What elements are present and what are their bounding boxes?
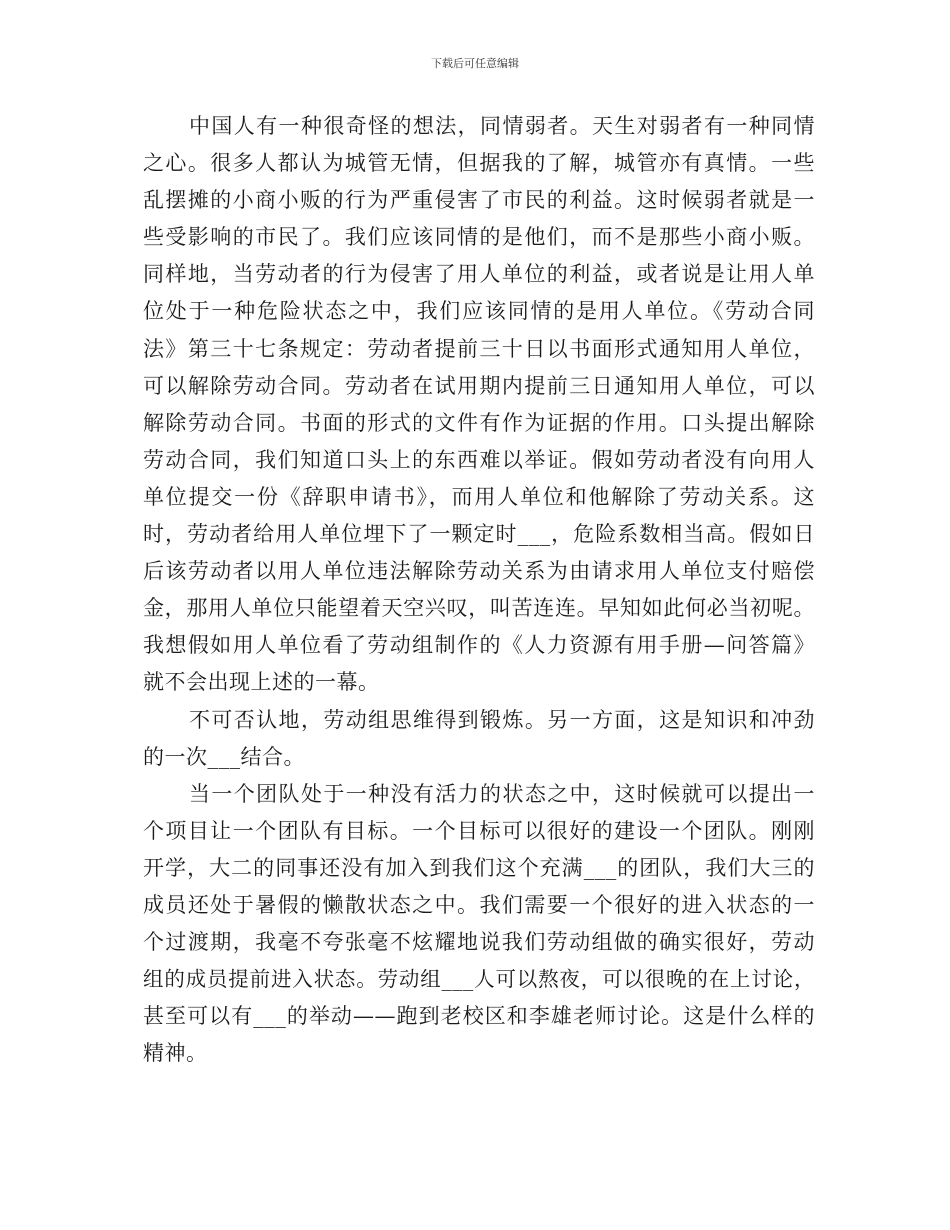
text-line: 就不会出现上述的一幕。 — [143, 670, 380, 695]
text-line: 单位提交一份《辞职申请书》，而用人单位和他解除了劳动关系。这 — [143, 484, 815, 509]
paragraph — [143, 108, 815, 702]
page-header: 下载后可任意编辑 — [431, 57, 519, 70]
text-line: 些受影响的市民了。我们应该同情的是他们，而不是那些小商小贩。 — [143, 225, 815, 250]
text-line: 之心。很多人都认为城管无情，但据我的了解，城管亦有真情。一些 — [143, 151, 815, 176]
paragraph — [143, 776, 815, 1073]
text-line: 解除劳动合同。书面的形式的文件有作为证据的作用。口头提出解除 — [143, 410, 815, 435]
text-line: 开学，大二的同事还没有加入到我们这个充满___的团队，我们大三的 — [143, 855, 815, 880]
text-line: 的一次___结合。 — [143, 744, 305, 769]
text-line: 后该劳动者以用人单位违法解除劳动关系为由请求用人单位支付赔偿 — [143, 559, 815, 584]
text-line: 组的成员提前进入状态。劳动组___人可以熬夜，可以很晚的在上讨论， — [143, 967, 815, 992]
text-line: 可以解除劳动合同。劳动者在试用期内提前三日通知用人单位，可以 — [143, 373, 815, 398]
text-line: 金，那用人单位只能望着天空兴叹，叫苦连连。早知如此何必当初呢。 — [143, 596, 815, 621]
text-line: 劳动合同，我们知道口头上的东西难以举证。假如劳动者没有向用人 — [143, 447, 815, 472]
paragraph — [143, 702, 815, 776]
text-line: 法》第三十七条规定：劳动者提前三十日以书面形式通知用人单位， — [143, 336, 815, 361]
text-line: 位处于一种危险状态之中，我们应该同情的是用人单位。《劳动合同 — [143, 299, 815, 324]
text-line: 个过渡期，我毫不夸张毫不炫耀地说我们劳动组做的确实很好，劳动 — [143, 930, 815, 955]
text-line: 成员还处于暑假的懒散状态之中。我们需要一个很好的进入状态的一 — [143, 892, 815, 917]
text-line: 个项目让一个团队有目标。一个目标可以很好的建设一个团队。刚刚 — [143, 818, 815, 843]
text-line: 精神。 — [143, 1041, 208, 1066]
text-line: 乱摆摊的小商小贩的行为严重侵害了市民的利益。这时候弱者就是一 — [143, 188, 815, 213]
text-line: 当一个团队处于一种没有活力的状态之中，这时候就可以提出一 — [189, 781, 815, 806]
text-line: 不可否认地，劳动组思维得到锻炼。另一方面，这是知识和冲劲 — [189, 707, 815, 732]
text-line: 我想假如用人单位看了劳动组制作的《人力资源有用手册—问答篇》 — [143, 633, 815, 658]
text-line: 时，劳动者给用人单位埋下了一颗定时___，危险系数相当高。假如日 — [143, 522, 815, 547]
document-body — [143, 108, 815, 1072]
text-line: 甚至可以有___的举动——跑到老校区和李雄老师讨论。这是什么样的 — [143, 1004, 815, 1029]
text-line: 同样地，当劳动者的行为侵害了用人单位的利益，或者说是让用人单 — [143, 262, 815, 287]
text-line: 中国人有一种很奇怪的想法，同情弱者。天生对弱者有一种同情 — [189, 114, 815, 138]
